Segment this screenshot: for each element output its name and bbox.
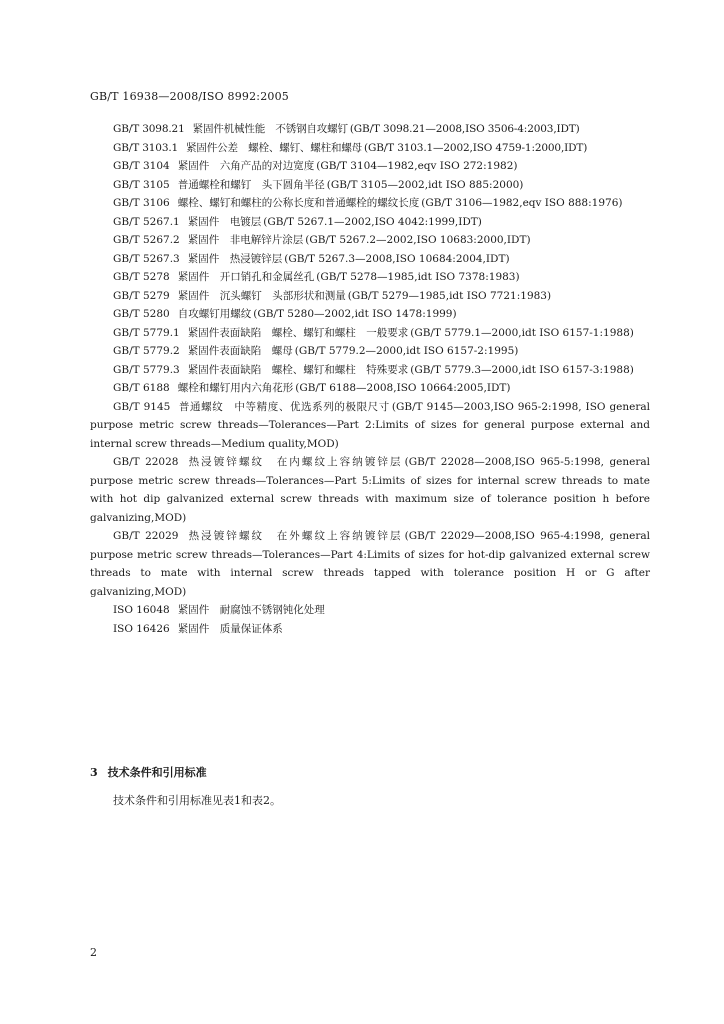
reference-code: GB/T 5267.2	[113, 234, 180, 246]
section-number: 3	[90, 766, 98, 779]
reference-title: 紧固件 沉头螺钉 头部形状和测量	[177, 289, 346, 302]
section-heading	[90, 764, 207, 780]
reference-source: (GB/T 9145—2003,ISO 965-2:1998, ISO general purpose metric screw threads—Tolerances—Part 2:Limits of sizes for general purpose external and internal screw threads—Medium quality,MOD)	[90, 400, 650, 450]
reference-item	[90, 305, 650, 324]
reference-item	[90, 194, 650, 213]
reference-item	[90, 620, 650, 639]
reference-title: 紧固件公差 螺栓、螺钉、螺柱和螺母	[186, 141, 363, 154]
reference-source: (GB/T 6188—2008,ISO 10664:2005,IDT)	[295, 382, 511, 394]
section-paragraph: 技术条件和引用标准见表1和表2。	[113, 794, 281, 807]
reference-item	[90, 120, 650, 139]
reference-source: (GB/T 5267.3—2008,ISO 10684:2004,IDT)	[284, 252, 510, 265]
reference-source: (GB/T 3105—2002,idt ISO 885:2000)	[326, 178, 524, 191]
reference-title: 螺栓、螺钉和螺柱的公称长度和普通螺栓的螺纹长度	[177, 197, 420, 209]
reference-item	[90, 527, 650, 601]
reference-item	[90, 250, 650, 269]
reference-title: 螺栓和螺钉用内六角花形	[177, 382, 294, 394]
reference-code: GB/T 5779.3	[113, 363, 180, 376]
reference-source: (GB/T 3106—1982,eqv ISO 888:1976)	[421, 197, 623, 209]
reference-source: (GB/T 22029—2008,ISO 965-4:1998, general purpose metric screw threads—Tolerances—Part 4:Limits of sizes for hot-dip galvanized external screw threads to mate with internal screw threads tapped with tolerance position H or G after galvanizing,MOD)	[90, 530, 650, 598]
reference-title: 紧固件 电镀层	[187, 215, 262, 228]
document-header	[90, 90, 289, 103]
reference-source: (GB/T 5278—1985,idt ISO 7378:1983)	[316, 271, 520, 283]
reference-code: GB/T 5279	[113, 289, 170, 302]
reference-source: (GB/T 5280—2002,idt ISO 1478:1999)	[253, 308, 457, 320]
reference-source: (GB/T 5779.2—2000,idt ISO 6157-2:1995)	[294, 345, 519, 357]
reference-title: 普通螺栓和螺钉 头下圆角半径	[177, 178, 325, 191]
reference-title: 紧固件 耐腐蚀不锈钢钝化处理	[177, 604, 325, 616]
reference-code: GB/T 3103.1	[113, 141, 179, 154]
reference-title: 热浸镀锌螺纹 在内螺纹上容纳镀锌层	[186, 456, 403, 468]
reference-code: GB/T 22028	[113, 456, 179, 468]
section-title: 技术条件和引用标准	[107, 766, 207, 779]
reference-item	[90, 287, 650, 306]
reference-item	[90, 379, 650, 398]
standard-code: GB/T 16938—2008/ISO 8992:2005	[90, 90, 289, 103]
reference-source: (GB/T 3103.1—2002,ISO 4759-1:2000,IDT)	[364, 141, 588, 154]
reference-code: ISO 16048	[113, 604, 170, 616]
reference-source: (GB/T 5267.2—2002,ISO 10683:2000,IDT)	[305, 234, 531, 246]
reference-source: (GB/T 5779.1—2000,idt ISO 6157-1:1988)	[410, 326, 634, 339]
reference-code: GB/T 5278	[113, 271, 170, 283]
reference-title: 紧固件表面缺陷 螺栓、螺钉和螺柱 一般要求	[187, 326, 409, 339]
reference-title: 紧固件机械性能 不锈钢自攻螺钉	[192, 123, 348, 135]
reference-item	[90, 213, 650, 232]
reference-title: 紧固件 开口销孔和金属丝孔	[177, 271, 315, 283]
reference-item	[90, 361, 650, 380]
reference-code: GB/T 6188	[113, 382, 170, 394]
reference-code: GB/T 5779.1	[113, 326, 180, 339]
reference-item	[90, 342, 650, 361]
reference-title: 热浸镀锌螺纹 在外螺纹上容纳镀锌层	[186, 530, 403, 542]
reference-source: (GB/T 5779.3—2000,idt ISO 6157-3:1988)	[410, 363, 634, 376]
normative-references-list	[90, 120, 650, 638]
reference-title: 紧固件 六角产品的对边宽度	[177, 160, 315, 172]
reference-code: GB/T 5267.1	[113, 215, 180, 228]
reference-title: 自攻螺钉用螺纹	[177, 308, 252, 320]
reference-source: (GB/T 3098.21—2008,ISO 3506-4:2003,IDT)	[349, 123, 580, 135]
reference-source: (GB/T 5279—1985,idt ISO 7721:1983)	[347, 289, 552, 302]
reference-code: GB/T 22029	[113, 530, 179, 542]
reference-code: GB/T 3106	[113, 197, 170, 209]
reference-code: GB/T 5779.2	[113, 345, 180, 357]
reference-item	[90, 398, 650, 454]
reference-item	[90, 324, 650, 343]
reference-item	[90, 453, 650, 527]
reference-code: GB/T 5280	[113, 308, 170, 320]
reference-code: GB/T 5267.3	[113, 252, 180, 265]
reference-title: 紧固件表面缺陷 螺母	[187, 345, 293, 357]
reference-source: (GB/T 5267.1—2002,ISO 4042:1999,IDT)	[263, 215, 482, 228]
reference-item	[90, 268, 650, 287]
reference-item	[90, 601, 650, 620]
reference-item	[90, 157, 650, 176]
reference-source: (GB/T 3104—1982,eqv ISO 272:1982)	[316, 160, 518, 172]
reference-title: 紧固件表面缺陷 螺栓、螺钉和螺柱 特殊要求	[187, 363, 409, 376]
reference-code: GB/T 9145	[113, 400, 171, 413]
reference-item	[90, 176, 650, 195]
reference-code: ISO 16426	[113, 622, 170, 635]
reference-code: GB/T 3105	[113, 178, 170, 191]
reference-item	[90, 231, 650, 250]
reference-title: 紧固件 非电解锌片涂层	[187, 234, 304, 246]
reference-item	[90, 139, 650, 158]
page-number: 2	[90, 946, 97, 959]
reference-title: 普通螺纹 中等精度、优选系列的极限尺寸	[178, 400, 390, 413]
reference-source: (GB/T 22028—2008,ISO 965-5:1998, general purpose metric screw threads—Tolerances—Part 5:Limits of sizes for internal screw threads to mate with hot dip galvanized external screw threads with maximum size of tolerance position h before galvanizing,MOD)	[90, 456, 650, 524]
reference-code: GB/T 3104	[113, 160, 170, 172]
reference-code: GB/T 3098.21	[113, 123, 185, 135]
reference-title: 紧固件 质量保证体系	[177, 622, 283, 635]
reference-title: 紧固件 热浸镀锌层	[187, 252, 283, 265]
